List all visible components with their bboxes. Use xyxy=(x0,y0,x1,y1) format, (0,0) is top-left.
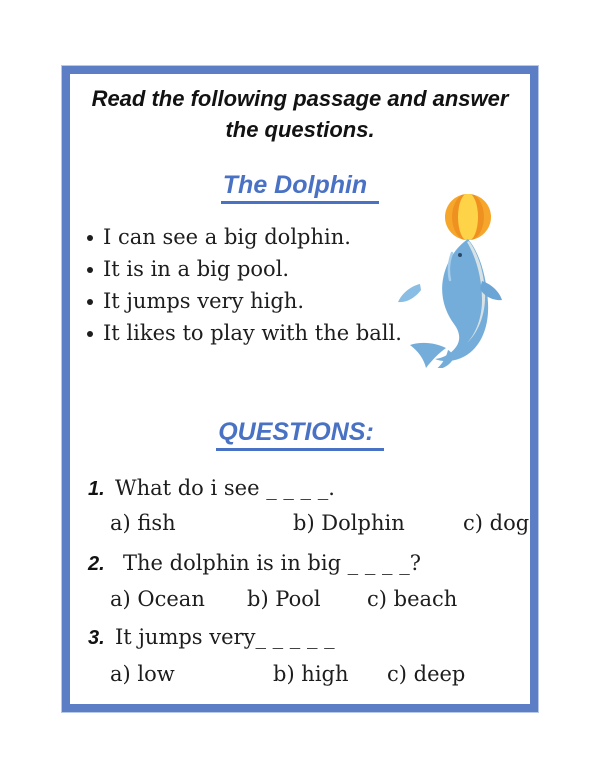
questions-heading: QUESTIONS: xyxy=(216,418,384,451)
passage-sentence-1: I can see a big dolphin. xyxy=(86,221,402,253)
instruction-line-2: the questions. xyxy=(225,117,375,142)
question-1-option-c: c) dog xyxy=(463,511,530,535)
question-3-text: It jumps very_ _ _ _ _ xyxy=(115,625,335,649)
question-3-option-b: b) high xyxy=(273,662,349,686)
question-3 xyxy=(88,623,530,659)
question-1-options xyxy=(88,508,530,549)
question-3-option-a: a) low xyxy=(110,662,175,686)
question-3-options xyxy=(88,659,530,695)
questions-section xyxy=(88,474,530,695)
instruction-heading xyxy=(70,83,530,145)
question-2-options xyxy=(88,584,530,623)
questions-heading-row xyxy=(70,418,530,447)
passage-sentence-2: It is in a big pool. xyxy=(86,253,402,285)
question-3-option-c: c) deep xyxy=(387,662,466,686)
question-2-option-b: b) Pool xyxy=(247,587,321,611)
question-1-text: What do i see _ _ _ _. xyxy=(115,476,335,500)
worksheet-frame xyxy=(62,66,538,712)
question-2-number: 2. xyxy=(88,553,105,575)
passage-title: The Dolphin xyxy=(221,171,379,204)
dolphin-icon xyxy=(398,239,502,368)
question-2 xyxy=(88,549,530,584)
question-1-option-a: a) fish xyxy=(110,511,176,535)
question-2-text: The dolphin is in big _ _ _ _? xyxy=(123,551,421,575)
dolphin-illustration xyxy=(390,180,520,368)
question-1-option-b: b) Dolphin xyxy=(293,511,405,535)
passage-list xyxy=(86,221,402,349)
beach-ball-icon xyxy=(445,193,491,241)
question-1 xyxy=(88,474,530,508)
question-2-option-a: a) Ocean xyxy=(110,587,205,611)
question-3-number: 3. xyxy=(88,627,105,649)
question-2-option-c: c) beach xyxy=(367,587,458,611)
instruction-line-1: Read the following passage and answer xyxy=(91,86,509,111)
passage-sentence-3: It jumps very high. xyxy=(86,285,402,317)
question-1-number: 1. xyxy=(88,478,105,500)
passage-sentence-4: It likes to play with the ball. xyxy=(86,317,402,349)
